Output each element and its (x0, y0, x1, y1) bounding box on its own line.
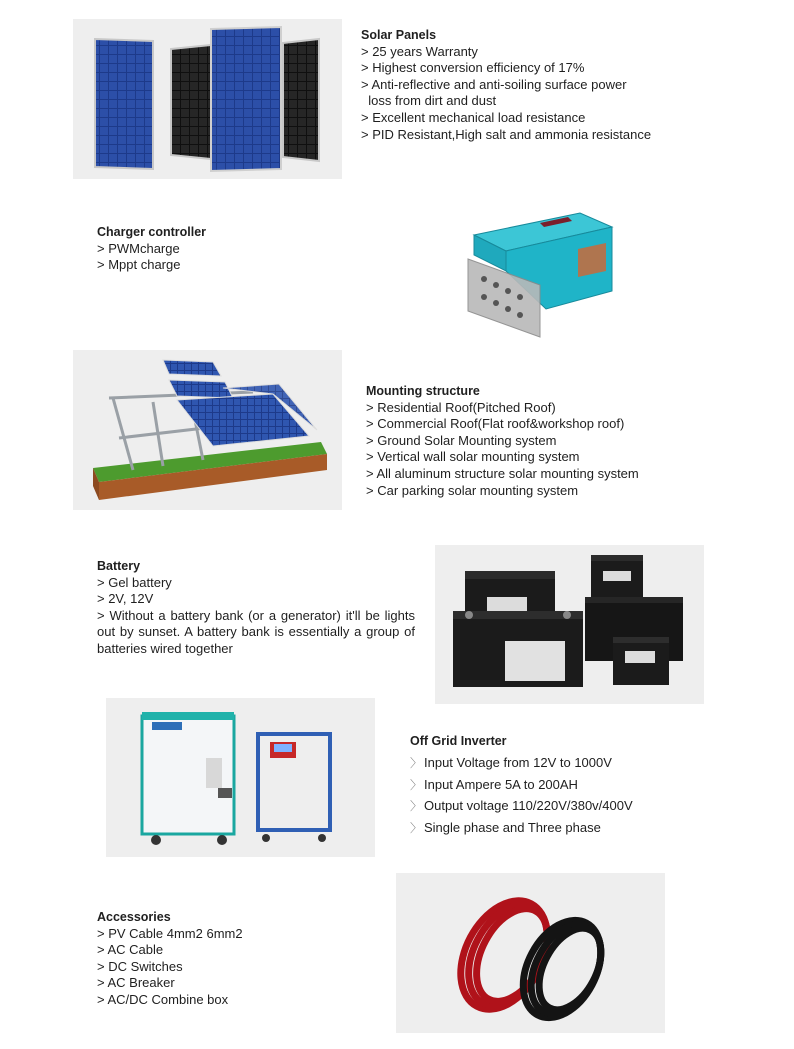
accessories-line: > DC Switches (97, 958, 183, 974)
solar-panels-line: > Excellent mechanical load resistance (361, 109, 586, 125)
solar-panels-text (361, 27, 651, 143)
charger-controller-heading: Charger controller (97, 225, 207, 239)
battery-line: > Gel battery (97, 574, 172, 590)
inverter-item-label: Output voltage 110/220V/380v/400V (424, 798, 633, 814)
chevron-right-icon: 〉 (410, 756, 423, 771)
solar-panels-line: > Anti-reflective and anti-soiling surface power (361, 76, 627, 92)
list-item (410, 795, 633, 817)
list-item (410, 752, 633, 774)
accessories-heading: Accessories (97, 910, 171, 924)
accessories-line: > AC/DC Combine box (97, 991, 229, 1007)
chevron-right-icon: 〉 (410, 777, 423, 792)
inverter-item-label: Input Voltage from 12V to 1000V (424, 755, 612, 771)
inverter-image (106, 698, 375, 857)
solar-panels-line: > 25 years Warranty (361, 43, 478, 59)
battery-line: > 2V, 12V (97, 591, 154, 607)
mounting-structure-line: > Ground Solar Mounting system (366, 432, 557, 448)
battery-paragraph: > Without a battery bank (or a generator) it'll be lights out by sunset. A battery bank is essentially a group of batteries wired together (97, 607, 415, 656)
mounting-structure-line: > Vertical wall solar mounting system (366, 449, 580, 465)
battery-image (435, 545, 704, 704)
charger-controller-line: > Mppt charge (97, 257, 181, 273)
accessories-text (97, 909, 243, 1009)
accessories-line: > AC Breaker (97, 975, 175, 991)
accessories-line: > PV Cable 4mm2 6mm2 (97, 925, 243, 941)
inverter-item-label: Input Ampere 5A to 200AH (424, 776, 578, 792)
solar-panels-line: loss from dirt and dust (361, 93, 497, 109)
charger-controller-text (97, 224, 206, 274)
charger-controller-line: > PWMcharge (97, 240, 180, 256)
mounting-structure-line: > Car parking solar mounting system (366, 482, 579, 498)
solar-panels-image (73, 19, 342, 179)
chevron-right-icon: 〉 (410, 799, 423, 814)
mounting-structure-line: > Residential Roof(Pitched Roof) (366, 399, 556, 415)
mounting-structure-text (366, 383, 639, 499)
charger-controller-image (460, 205, 620, 345)
accessories-line: > AC Cable (97, 942, 164, 958)
mounting-structure-heading: Mounting structure (366, 384, 480, 398)
chevron-right-icon: 〉 (410, 821, 423, 836)
inverter-item-label: Single phase and Three phase (424, 820, 601, 836)
list-item (410, 817, 633, 839)
solar-panels-line: > PID Resistant,High salt and ammonia resistance (361, 126, 652, 142)
solar-panels-line: > Highest conversion efficiency of 17% (361, 60, 585, 76)
list-item (410, 774, 633, 796)
off-grid-inverter-text (410, 734, 633, 838)
battery-text (97, 558, 415, 658)
off-grid-inverter-heading: Off Grid Inverter (410, 734, 507, 748)
mounting-structure-line: > All aluminum structure solar mounting system (366, 465, 639, 481)
mounting-structure-line: > Commercial Roof(Flat roof&workshop roof) (366, 416, 625, 432)
solar-panels-heading: Solar Panels (361, 28, 437, 42)
battery-heading: Battery (97, 559, 141, 573)
mounting-structure-image (73, 350, 342, 510)
cable-image (396, 873, 665, 1033)
